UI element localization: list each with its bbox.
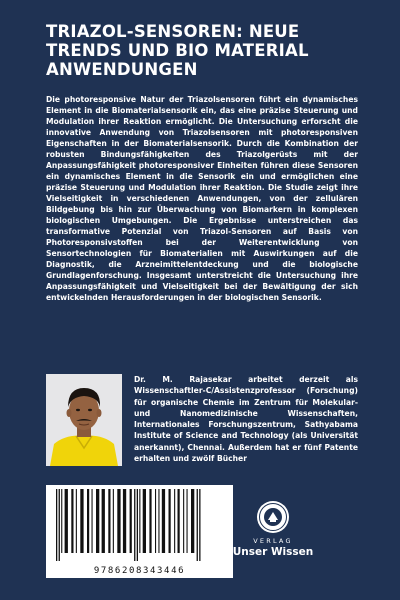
book-abstract: Die photoresponsive Natur der Triazolsensoren führt ein dynamisches Element in die Biomaterialsensorik ein, das eine präzise Steuerung und Modulation ihrer Reaktion ermöglicht. Die Untersuchung erforscht die innovative Anwendung von Triazolsensoren mit photoresponsiven Eigenschaften in der Biomaterialsensorik. Durch die Kombination der robusten Bindungsfähigkeiten des Triazolgerüsts mit der Anpassungsfähigkeit photoresponsiver Einheiten führen diese Sensoren ein dynamisches Element in die Sensorik ein und ermöglichen eine präzise Steuerung und Modulation ihrer Reaktion. Die Studie zeigt ihre Vielseitigkeit in verschiedenen Anwendungen, von der zellulären Bildgebung bis hin zur Überwachung von Biomarkern in komplexen biologischen Umgebungen. Die Ergebnisse unterstreichen das transformative Potenzial von Triazol-Sensoren auf Basis von Photoresponsivstoffen bei der Weiterentwicklung von Sensortechnologien für Biomaterialien mit Auswirkungen auf die Diagnostik, die Arzneimittelentdeckung und die biologische Grundlagenforschung. Insgesamt unterstreicht die Untersuchung ihre Anpassungsfähigkeit und Vielseitigkeit bei der Bewältigung der sich entwickelnden Herausforderungen in der biologischen Sensorik. bbox=[46, 95, 358, 302]
book-title: TRIAZOL-SENSOREN: NEUE TRENDS UND BIO MATERIAL ANWENDUNGEN bbox=[46, 22, 309, 79]
barcode bbox=[46, 485, 233, 578]
publisher-block bbox=[228, 500, 318, 558]
publisher-label: VERLAG bbox=[253, 537, 293, 545]
isbn-number: 9786208343446 bbox=[93, 566, 186, 576]
publisher-seal-icon bbox=[256, 500, 290, 534]
author-portrait-icon bbox=[46, 374, 122, 466]
publisher-name: Unser Wissen bbox=[232, 546, 314, 558]
author-photo bbox=[46, 374, 122, 466]
author-bio: Dr. M. Rajasekar arbeitet derzeit als Wissenschaftler-C/Assistenzprofessor (Forschung) für organische Chemie im Zentrum für Molekular- und Nanomedizinische Wissenschaften, Internationales Forschungszentrum, Sathyabama Institute of Science and Technology (als Universität anerkannt), Chennai. Außerdem hat er fünf Patente erhalten und zwölf Bücher bbox=[134, 375, 358, 464]
barcode-icon bbox=[46, 485, 233, 565]
